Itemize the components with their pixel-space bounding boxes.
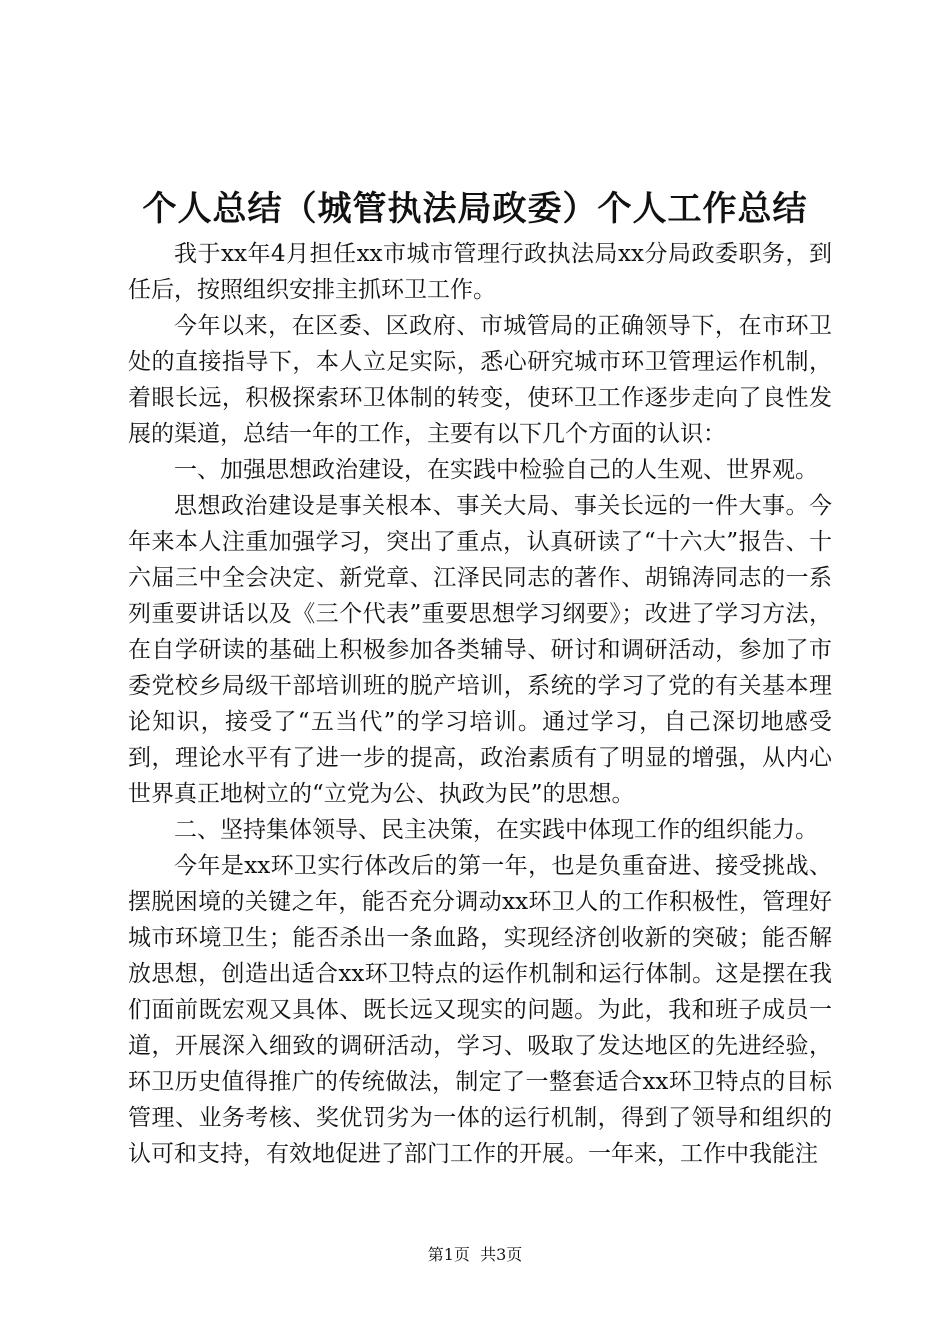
document-body — [128, 236, 832, 1172]
paragraph: 思想政治建设是事关根本、事关大局、事关长远的一件大事。今年来本人注重加强学习，突出了重点，认真研读了“十六大”报告、十六届三中全会决定、新党章、江泽民同志的著作、胡锦涛同志的一系列重要讲话以及《三个代表”重要思想学习纲要》；改进了学习方法，在自学研读的基础上积极参加各类辅导、研讨和调研活动，参加了市委党校乡局级干部培训班的脱产培训，系统的学习了党的有关基本理论知识，接受了“五当代”的学习培训。通过学习，自己深切地感受到，理论水平有了进一步的提高，政治素质有了明显的增强，从内心世界真正地树立的“立党为公、执政为民”的思想。 — [128, 493, 832, 807]
page-total: 共3页 — [480, 1245, 523, 1264]
paragraph: 我于xx年4月担任xx市城市管理行政执法局xx分局政委职务，到任后，按照组织安排主抓环卫工作。 — [128, 241, 832, 303]
page-number: 第1页 — [427, 1245, 470, 1264]
section-heading: 二、坚持集体领导、民主决策，在实践中体现工作的组织能力。 — [174, 817, 818, 843]
section-heading: 一、加强思想政治建设，在实践中检验自己的人生观、世界观。 — [174, 457, 818, 483]
paragraph: 今年是xx环卫实行体改后的第一年，也是负重奋进、接受挑战、摆脱困境的关键之年，能否充分调动xx环卫人的工作积极性，管理好城市环境卫生；能否杀出一条血路，实现经济创收新的突破；能否解放思想，创造出适合xx环卫特点的运作机制和运行体制。这是摆在我们面前既宏观又具体、既长远又现实的问题。为此，我和班子成员一道，开展深入细致的调研活动，学习、吸取了发达地区的先进经验，环卫历史值得推广的传统做法，制定了一整套适合xx环卫特点的目标管理、业务考核、奖优罚劣为一体的运行机制，得到了领导和组织的认可和支持，有效地促进了部门工作的开展。一年来，工作中我能注 — [128, 853, 832, 1167]
page-footer — [0, 1244, 950, 1266]
paragraph: 今年以来，在区委、区政府、市城管局的正确领导下，在市环卫处的直接指导下，本人立足实际，悉心研究城市环卫管理运作机制，着眼长远，积极探索环卫体制的转变，使环卫工作逐步走向了良性发展的渠道，总结一年的工作，主要有以下几个方面的认识： — [128, 313, 832, 447]
document-title: 个人总结（城管执法局政委）个人工作总结 — [142, 189, 808, 229]
